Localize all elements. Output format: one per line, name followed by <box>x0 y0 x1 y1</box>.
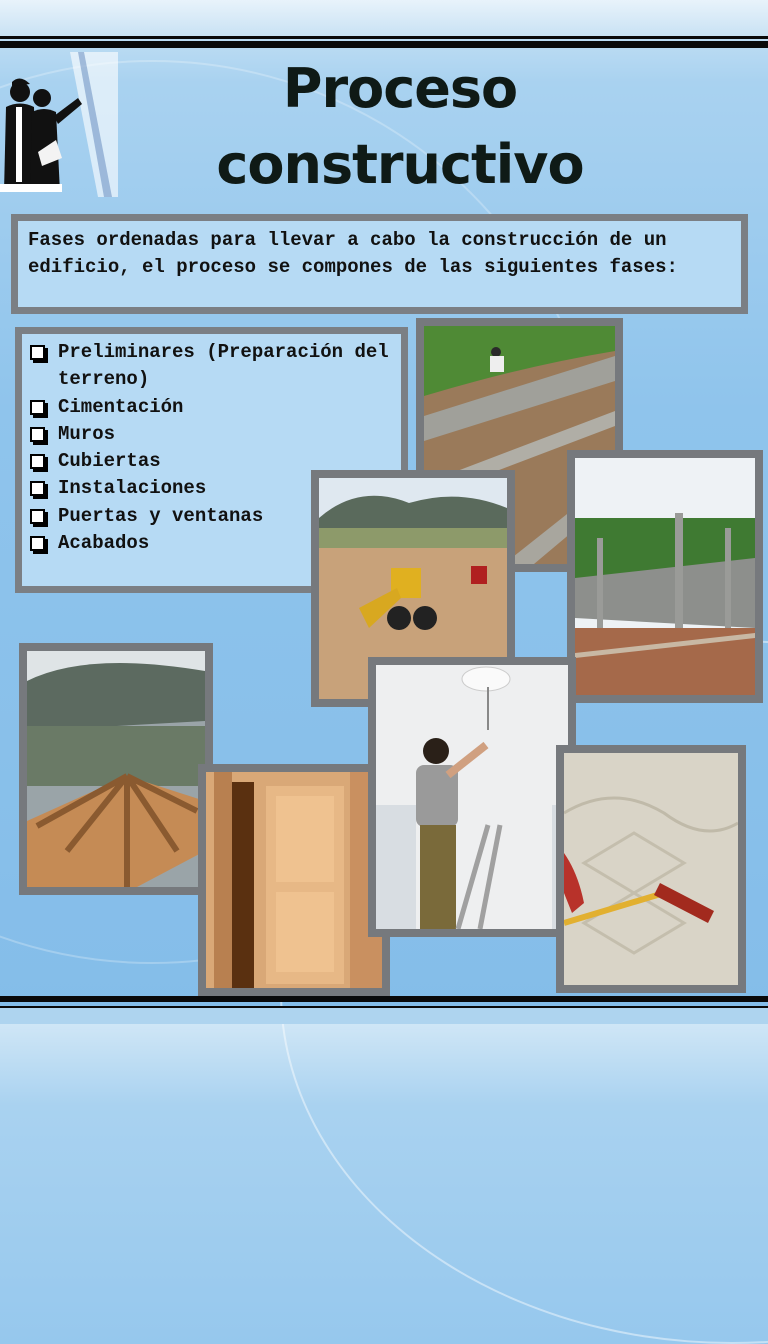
phase-item <box>28 339 395 394</box>
phase-label: Muros <box>58 422 116 445</box>
footer-rule-thick <box>0 996 768 1002</box>
phase-label: Cubiertas <box>58 450 161 473</box>
phase-label: Puertas y ventanas <box>58 504 264 527</box>
checkbox-bullet-icon <box>30 345 45 360</box>
installations-photo <box>368 657 576 937</box>
phase-label: Preliminares (Preparación del terreno) <box>58 341 389 391</box>
floor-broom-image <box>564 753 738 985</box>
intro-panel <box>11 214 748 314</box>
door-photo <box>198 764 390 996</box>
engineers-silhouette-icon <box>0 52 118 197</box>
walls-photo <box>567 450 763 703</box>
header-band <box>0 0 768 36</box>
electrician-ladder-image <box>376 665 568 929</box>
checkbox-bullet-icon <box>30 481 45 496</box>
phase-label: Cimentación <box>58 395 184 418</box>
checkbox-bullet-icon <box>30 509 45 524</box>
roof-truss-image <box>27 651 205 887</box>
checkbox-bullet-icon <box>30 536 45 551</box>
intro-text: Fases ordenadas para llevar a cabo la construcción de un edificio, el proceso se compones de las siguientes fases: <box>28 229 678 279</box>
page-title-line2: constructivo <box>216 133 584 196</box>
checkbox-bullet-icon <box>30 400 45 415</box>
roof-photo <box>19 643 213 895</box>
wooden-door-image <box>206 772 382 988</box>
block-wall-image <box>575 458 755 695</box>
checkbox-bullet-icon <box>30 454 45 469</box>
phase-item <box>28 421 395 448</box>
page-title-line1: Proceso <box>282 57 518 120</box>
footer-band <box>0 1008 768 1024</box>
finishes-photo <box>556 745 746 993</box>
phase-label: Instalaciones <box>58 477 207 500</box>
phase-label: Acabados <box>58 532 150 555</box>
header-rule-thin <box>0 36 768 39</box>
checkbox-bullet-icon <box>30 427 45 442</box>
header-rule-thick <box>0 41 768 48</box>
phase-item <box>28 394 395 421</box>
logo <box>0 52 118 197</box>
